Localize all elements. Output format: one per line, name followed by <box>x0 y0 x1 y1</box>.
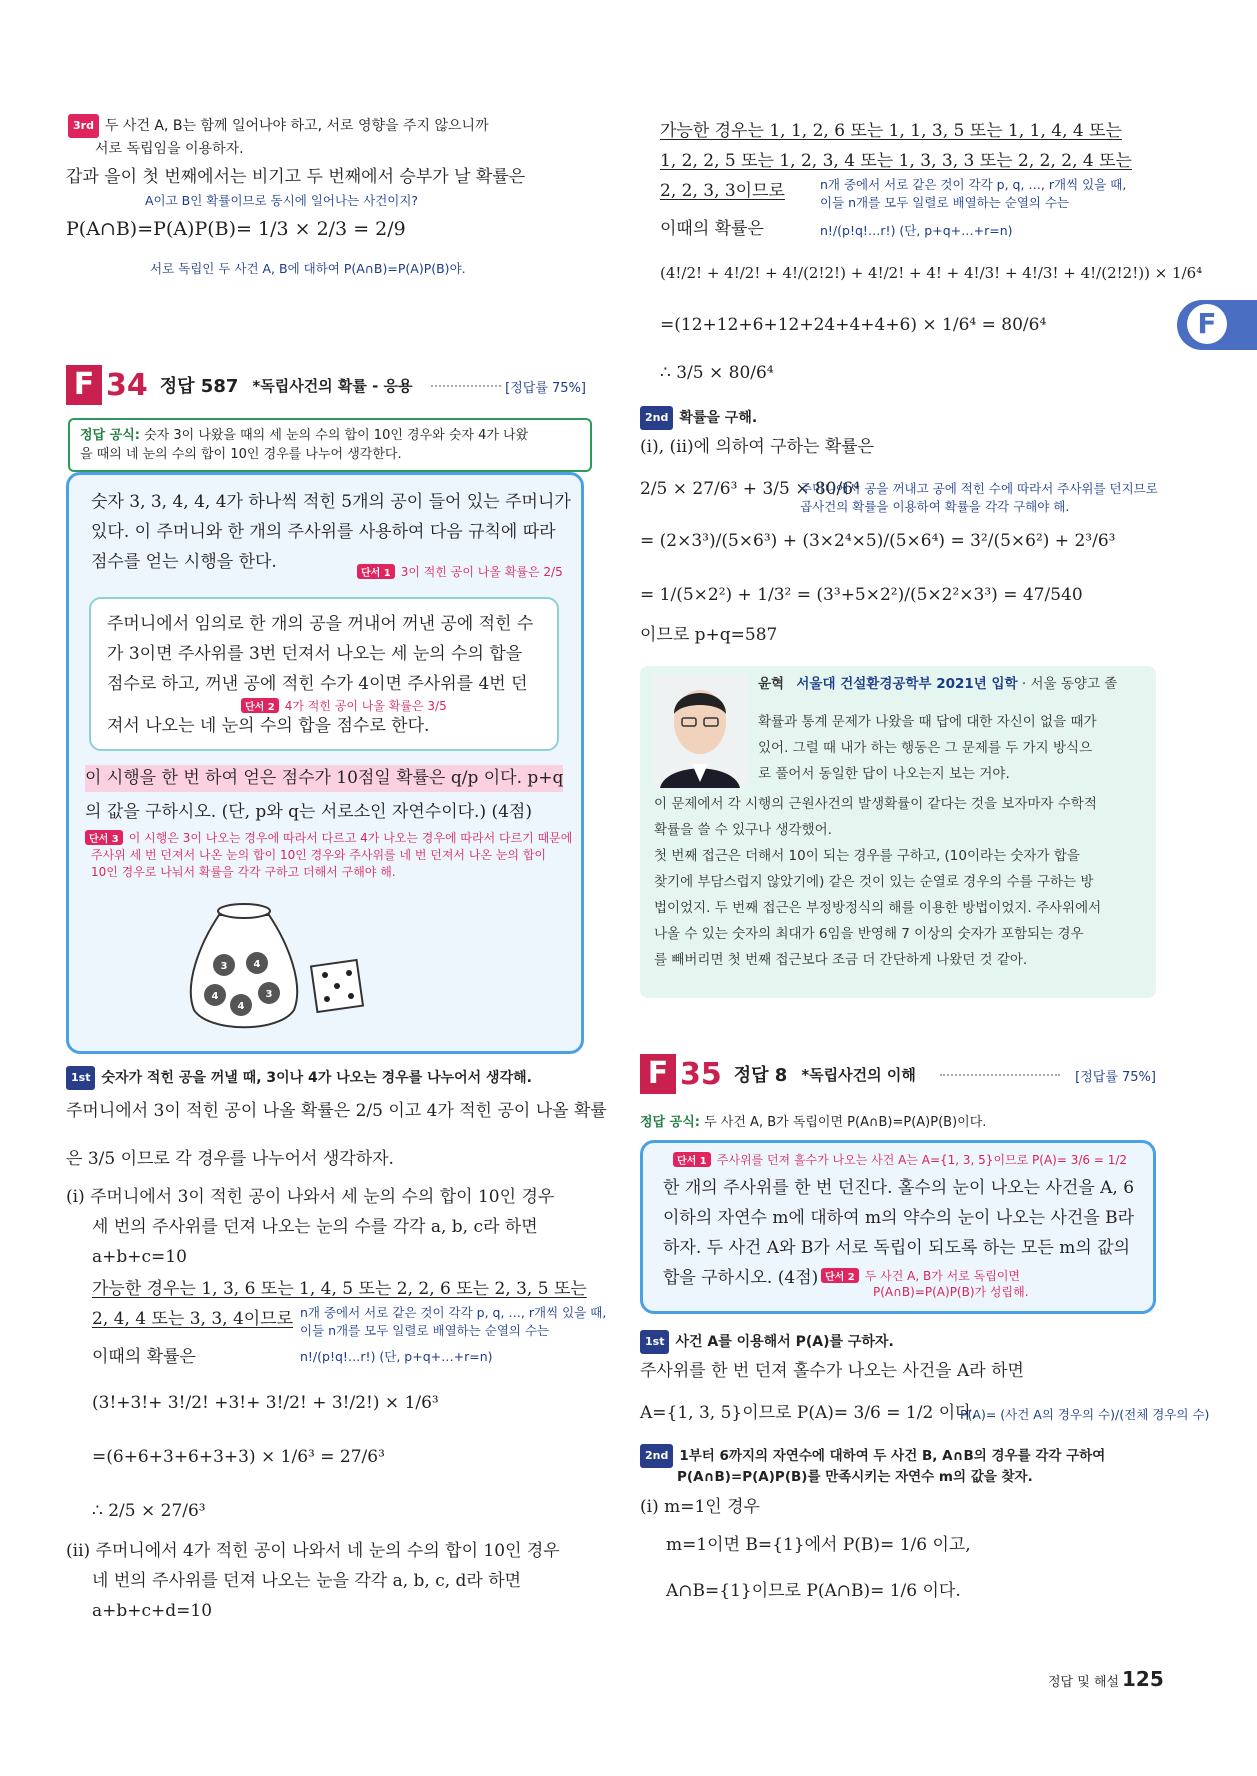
sol34-c11: 네 번의 주사위를 던져 나오는 눈을 각각 a, b, c, d라 하면 <box>92 1571 522 1591</box>
sol34-c4: 가능한 경우는 1, 3, 6 또는 1, 4, 5 또는 2, 2, 6 또는 2, 3, 5 또는 <box>92 1279 587 1299</box>
f34-hint2-text: 4가 적힌 공이 나올 확률은 3/5 <box>284 699 447 713</box>
review-t8: 법이었지. 두 번째 접근은 부정방정식의 해를 이용한 방법이었지. 주사위에서 <box>654 900 1102 916</box>
f34-hint1-text: 3이 적힌 공이 나올 확률은 2/5 <box>400 565 563 579</box>
f34-p2: 있다. 이 주머니와 한 개의 주사위를 사용하여 다음 규칙에 따라 <box>91 522 556 542</box>
f34-hint2-tag: 단서 2 <box>241 698 279 713</box>
f34-formula-box <box>68 418 592 472</box>
f35-hint2a: 두 사건 A, B가 서로 독립이면 <box>864 1269 1021 1283</box>
sol34-step1-text: 숫자가 적힌 공을 꺼낼 때, 3이나 4가 나오는 경우를 나누어서 생각해. <box>101 1070 532 1086</box>
f35-p3: 하자. 두 사건 A와 B가 서로 독립이 되도록 하는 모든 m의 값의 <box>663 1238 1131 1258</box>
f35-header <box>640 1054 1156 1094</box>
f35-problem-box <box>640 1140 1156 1314</box>
sol34-c10: (ii) 주머니에서 4가 적힌 공이 나와서 네 눈의 수의 합이 10인 경우 <box>66 1541 560 1561</box>
review-from: · 서울 동양고 졸 <box>1021 676 1118 692</box>
sol35-s2-note: P(A)= (사건 A의 경우의 수)/(전체 경우의 수) <box>960 1407 1210 1422</box>
ball-5-label: 4 <box>237 1001 245 1012</box>
sol34-r8: (i), (ii)에 의하여 구하는 확률은 <box>640 437 875 457</box>
sol34-c5-text: 2, 4, 4 또는 3, 3, 4이므로 <box>92 1309 294 1329</box>
f35-p1: 한 개의 주사위를 한 번 던진다. 홀수의 눈이 나오는 사건을 A, 6 <box>663 1178 1135 1198</box>
sol34-c2: 세 번의 주사위를 던져 나오는 눈의 수를 각각 a, b, c라 하면 <box>92 1217 538 1237</box>
sol35-s4: m=1이면 B={1}에서 P(B)= 1/6 이고, <box>666 1535 971 1555</box>
sol35-step1-tag: 1st <box>640 1330 669 1354</box>
review-t6: 첫 번째 접근은 더해서 10이 되는 경우를 구하고, (10이라는 숫자가 합을 <box>654 848 1080 864</box>
f34-hint3 <box>85 827 573 880</box>
review-t7: 찾기에 부담스럽지 않았기에) 같은 것이 있는 순열로 경우의 수를 구하는 방 <box>654 874 1094 890</box>
sol34-r12: 이므로 p+q=587 <box>640 625 778 645</box>
step3-line <box>68 114 489 138</box>
sol35-s5: A∩B={1}이므로 P(A∩B)= 1/6 이다. <box>666 1581 961 1601</box>
top-left-note2: 서로 독립인 두 사건 A, B에 대하여 P(A∩B)=P(A)P(B)야. <box>150 261 466 276</box>
f34-q2: 의 값을 구하시오. (단, p와 q는 서로소인 자연수이다.) (4점) <box>85 802 532 822</box>
chapter-tab <box>1177 300 1257 350</box>
f34-hint3-a: 이 시행은 3이 나오는 경우에 따라서 다르고 4가 나오는 경우에 따라서 다르기 때문에 <box>128 831 573 845</box>
sol35-step2 <box>640 1444 1105 1468</box>
sol34-c6: 이때의 확률은 <box>92 1347 196 1367</box>
sol34-step2-text: 확률을 구해. <box>679 410 758 426</box>
f34-i3: 점수로 하고, 꺼낸 공에 적힌 수가 4이면 주사위를 4번 던 <box>107 674 528 694</box>
f34-header <box>66 365 586 405</box>
f35-hint1 <box>673 1149 1127 1168</box>
top-left-note1: A이고 B인 확률이므로 동시에 일어나는 사건이지? <box>145 193 419 208</box>
ball-2-label: 4 <box>253 959 261 970</box>
sol34-c5 <box>92 1308 293 1330</box>
sol34-r11: = 1/(5×2²) + 1/3² = (3³+5×2²)/(5×2²×3³) = 47/540 <box>640 585 1083 605</box>
sol34-c1: (i) 주머니에서 3이 적힌 공이 나와서 세 눈의 수의 합이 10인 경우 <box>66 1187 555 1207</box>
bag-dice-illustration <box>179 895 399 1035</box>
f34-hint3-c: 10인 경우로 나눠서 확률을 각각 구하고 더해서 구해야 해. <box>91 865 396 879</box>
ball-1-label: 3 <box>220 961 228 972</box>
sol34-r9-note1: 주머니에서 공을 꺼내고 공에 적힌 수에 따라서 주사위를 던지므로 <box>800 481 1158 496</box>
sol34-r9: 2/5 × 27/6³ + 3/5 × 80/6⁴ <box>640 479 860 499</box>
sol34-c9: ∴ 2/5 × 27/6³ <box>92 1501 206 1521</box>
f35-hint2 <box>821 1265 1020 1284</box>
bag-top-icon <box>218 904 270 918</box>
f34-rule-box <box>89 597 559 751</box>
sol34-s2: 은 3/5 이므로 각 경우를 나누어서 생각하자. <box>66 1149 394 1169</box>
f35-p4: 합을 구하시오. (4점) <box>663 1268 819 1288</box>
sol34-step1-tag: 1st <box>66 1066 95 1090</box>
sol34-c3: a+b+c=10 <box>92 1247 187 1267</box>
review-t10: 를 빼버리면 첫 번째 접근보다 조금 더 간단하게 나왔던 것 같아. <box>654 952 1028 968</box>
sol34-r3-note1: n개 중에서 서로 같은 것이 각각 p, q, …, r개씩 있을 때, <box>820 177 1127 192</box>
sol34-c8: =(6+6+3+6+3+3) × 1/6³ = 27/6³ <box>92 1447 385 1467</box>
review-t4: 이 문제에서 각 시행의 근원사건의 발생확률이 같다는 것을 보자마자 수학적 <box>654 796 1097 812</box>
f35-answer: 정답 8 <box>733 1065 788 1086</box>
step3-text2: 서로 독립임을 이용하자. <box>95 141 244 157</box>
f34-problem-box <box>66 472 584 1054</box>
f34-hint3-tag: 단서 3 <box>85 830 123 845</box>
f34-formula-text2: 을 때의 네 눈의 수의 합이 10인 경우를 나누어 생각한다. <box>80 447 402 462</box>
chapter-tab-letter: F <box>1187 304 1227 344</box>
review-t3: 로 풀어서 동일한 답이 나오는지 보는 거야. <box>758 766 1010 782</box>
sol34-step2 <box>640 406 757 430</box>
sol34-r2: 1, 2, 2, 5 또는 1, 2, 3, 4 또는 1, 3, 3, 3 또는 2, 2, 2, 4 또는 <box>660 151 1132 171</box>
f34-hint1-tag: 단서 1 <box>357 564 395 579</box>
review-t5: 확률을 쓸 수 있구나 생각했어. <box>654 822 832 838</box>
sol34-c7: (3!+3!+ 3!/2! +3!+ 3!/2! + 3!/2!) × 1/6³ <box>92 1393 439 1413</box>
footer-label: 정답 및 해설 <box>1048 1675 1120 1690</box>
f34-rate: [정답률 75%] <box>505 381 586 396</box>
sol34-r3 <box>660 180 785 202</box>
f35-topic: *독립사건의 이해 <box>801 1065 916 1084</box>
sol35-step2a: 1부터 6까지의 자연수에 대하여 두 사건 B, A∩B의 경우를 각각 구하여 <box>679 1448 1106 1464</box>
sol34-r1: 가능한 경우는 1, 1, 2, 6 또는 1, 1, 3, 5 또는 1, 1, 4, 4 또는 <box>660 121 1122 141</box>
sol34-c5-note2: 이들 n개를 모두 일렬로 배열하는 순열의 수는 <box>300 1323 550 1338</box>
f35-hint2-tag: 단서 2 <box>821 1268 859 1283</box>
sol34-s1: 주머니에서 3이 적힌 공이 나올 확률은 2/5 이고 4가 적힌 공이 나올 확률 <box>66 1101 607 1121</box>
review-t2: 있어. 그럴 때 내가 하는 행동은 그 문제를 두 가지 방식으 <box>758 740 1093 756</box>
sol34-step2-tag: 2nd <box>640 406 673 430</box>
student-avatar <box>652 674 748 788</box>
f34-p1: 숫자 3, 3, 4, 4, 4가 하나씩 적힌 5개의 공이 들어 있는 주머니가 <box>91 492 571 512</box>
f35-number: 35 <box>680 1056 722 1092</box>
f34-i1: 주머니에서 임의로 한 개의 공을 꺼내어 꺼낸 공에 적힌 수 <box>107 614 534 634</box>
sol35-s3: (i) m=1인 경우 <box>640 1497 760 1517</box>
f35-p2: 이하의 자연수 m에 대하여 m의 약수의 눈이 나오는 사건을 B라 <box>663 1208 1135 1228</box>
sol34-c12: a+b+c+d=10 <box>92 1601 213 1621</box>
review-t1: 확률과 통계 문제가 나왔을 때 답에 대한 자신이 없을 때가 <box>758 714 1097 730</box>
sol34-r7: ∴ 3/5 × 80/6⁴ <box>660 363 774 383</box>
student-review-box <box>640 666 1156 998</box>
f34-i4: 져서 나오는 네 눈의 수의 합을 점수로 한다. <box>107 716 430 736</box>
dice-icon <box>311 960 363 1012</box>
f35-formula-label: 정답 공식: <box>640 1115 700 1130</box>
f35-dots <box>940 1074 1060 1076</box>
f34-hint2 <box>241 695 447 714</box>
sol34-c5-note1: n개 중에서 서로 같은 것이 각각 p, q, …, r개씩 있을 때, <box>300 1305 607 1320</box>
f35-formula <box>640 1112 986 1134</box>
f34-hint3-b: 주사위 세 번 던져서 나온 눈의 합이 10인 경우와 주사위를 네 번 던져서 나온 눈의 합이 <box>91 848 547 862</box>
sol34-r9-note2: 곱사건의 확률을 이용하여 확률을 각각 구해야 해. <box>800 499 1070 514</box>
f34-q1: 이 시행을 한 번 하여 얻은 점수가 10점일 확률은 q/p 이다. p+q <box>85 765 563 792</box>
top-left-line1: 갑과 을이 첫 번째에서는 비기고 두 번째에서 승부가 날 확률은 <box>66 167 526 187</box>
sol35-step1 <box>640 1330 894 1354</box>
sol35-s2: A={1, 3, 5}이므로 P(A)= 3/6 = 1/2 이다. <box>640 1403 977 1423</box>
f35-rate: [정답률 75%] <box>1075 1070 1156 1085</box>
f34-dots <box>431 385 501 387</box>
f34-badge: F <box>66 365 102 405</box>
sol34-r4-note: n!/(p!q!…r!) (단, p+q+…+r=n) <box>820 223 1013 238</box>
sol34-r4: 이때의 확률은 <box>660 219 764 239</box>
sol34-r3-note2: 이들 n개를 모두 일렬로 배열하는 순열의 수는 <box>820 195 1070 210</box>
sol34-r10: = (2×3³)/(5×6³) + (3×2⁴×5)/(5×6⁴) = 3²/(5×6²) + 2³/6³ <box>640 531 1116 551</box>
f35-hint1-tag: 단서 1 <box>673 1152 711 1167</box>
sol34-step1 <box>66 1066 532 1090</box>
sol34-r3-text: 2, 2, 3, 3이므로 <box>660 181 785 201</box>
f34-p3: 점수를 얻는 시행을 한다. <box>91 552 277 572</box>
sol35-step2b: P(A∩B)=P(A)P(B)를 만족시키는 자연수 m의 값을 찾자. <box>677 1469 1033 1485</box>
review-name: 윤혁 <box>758 676 785 692</box>
f35-formula-text: 두 사건 A, B가 독립이면 P(A∩B)=P(A)P(B)이다. <box>704 1115 987 1130</box>
top-left-formula: P(A∩B)=P(A)P(B)= 1/3 × 2/3 = 2/9 <box>66 218 406 240</box>
sol35-s1: 주사위를 한 번 던져 홀수가 나오는 사건을 A라 하면 <box>640 1361 1024 1381</box>
page-number: 125 <box>1122 1667 1164 1691</box>
sol34-r6: =(12+12+6+12+24+4+4+6) × 1/6⁴ = 80/6⁴ <box>660 315 1047 335</box>
sol35-step2-tag: 2nd <box>640 1444 673 1468</box>
step3-tag: 3rd <box>68 114 99 138</box>
f34-formula-label: 정답 공식: <box>80 428 140 443</box>
f34-topic: *독립사건의 확률 - 응용 <box>252 376 413 395</box>
f35-hint1-text: 주사위를 던져 홀수가 나오는 사건 A는 A={1, 3, 5}이므로 P(A)= 3/6 = 1/2 <box>716 1153 1128 1167</box>
review-school: 서울대 건설환경공학부 2021년 입학 <box>796 676 1018 692</box>
sol35-step1-text: 사건 A를 이용해서 P(A)를 구하자. <box>675 1334 894 1350</box>
f35-badge: F <box>640 1054 676 1094</box>
ball-3-label: 4 <box>211 991 219 1002</box>
f35-hint2b: P(A∩B)=P(A)P(B)가 성립해. <box>873 1285 1029 1299</box>
f34-hint1 <box>357 561 563 580</box>
ball-4-label: 3 <box>265 989 273 1000</box>
f34-number: 34 <box>106 367 148 403</box>
f34-formula-text1: 숫자 3이 나왔을 때의 세 눈의 수의 합이 10인 경우와 숫자 4가 나왔 <box>144 428 529 443</box>
f34-answer: 정답 587 <box>159 376 239 397</box>
review-t9: 나올 수 있는 숫자의 최대가 6임을 반영해 7 이상의 숫자가 포함되는 경우 <box>654 926 1084 942</box>
review-header <box>758 672 1117 696</box>
step3-text: 두 사건 A, B는 함께 일어나야 하고, 서로 영향을 주지 않으니까 <box>104 118 489 134</box>
sol34-c6-note: n!/(p!q!…r!) (단, p+q+…+r=n) <box>300 1349 493 1364</box>
f34-i2: 가 3이면 주사위를 3번 던져서 나오는 세 눈의 수의 합을 <box>107 644 523 664</box>
sol34-r5: (4!/2! + 4!/2! + 4!/(2!2!) + 4!/2! + 4! + 4!/3! + 4!/3! + 4!/(2!2!)) × 1/6⁴ <box>660 264 1203 282</box>
